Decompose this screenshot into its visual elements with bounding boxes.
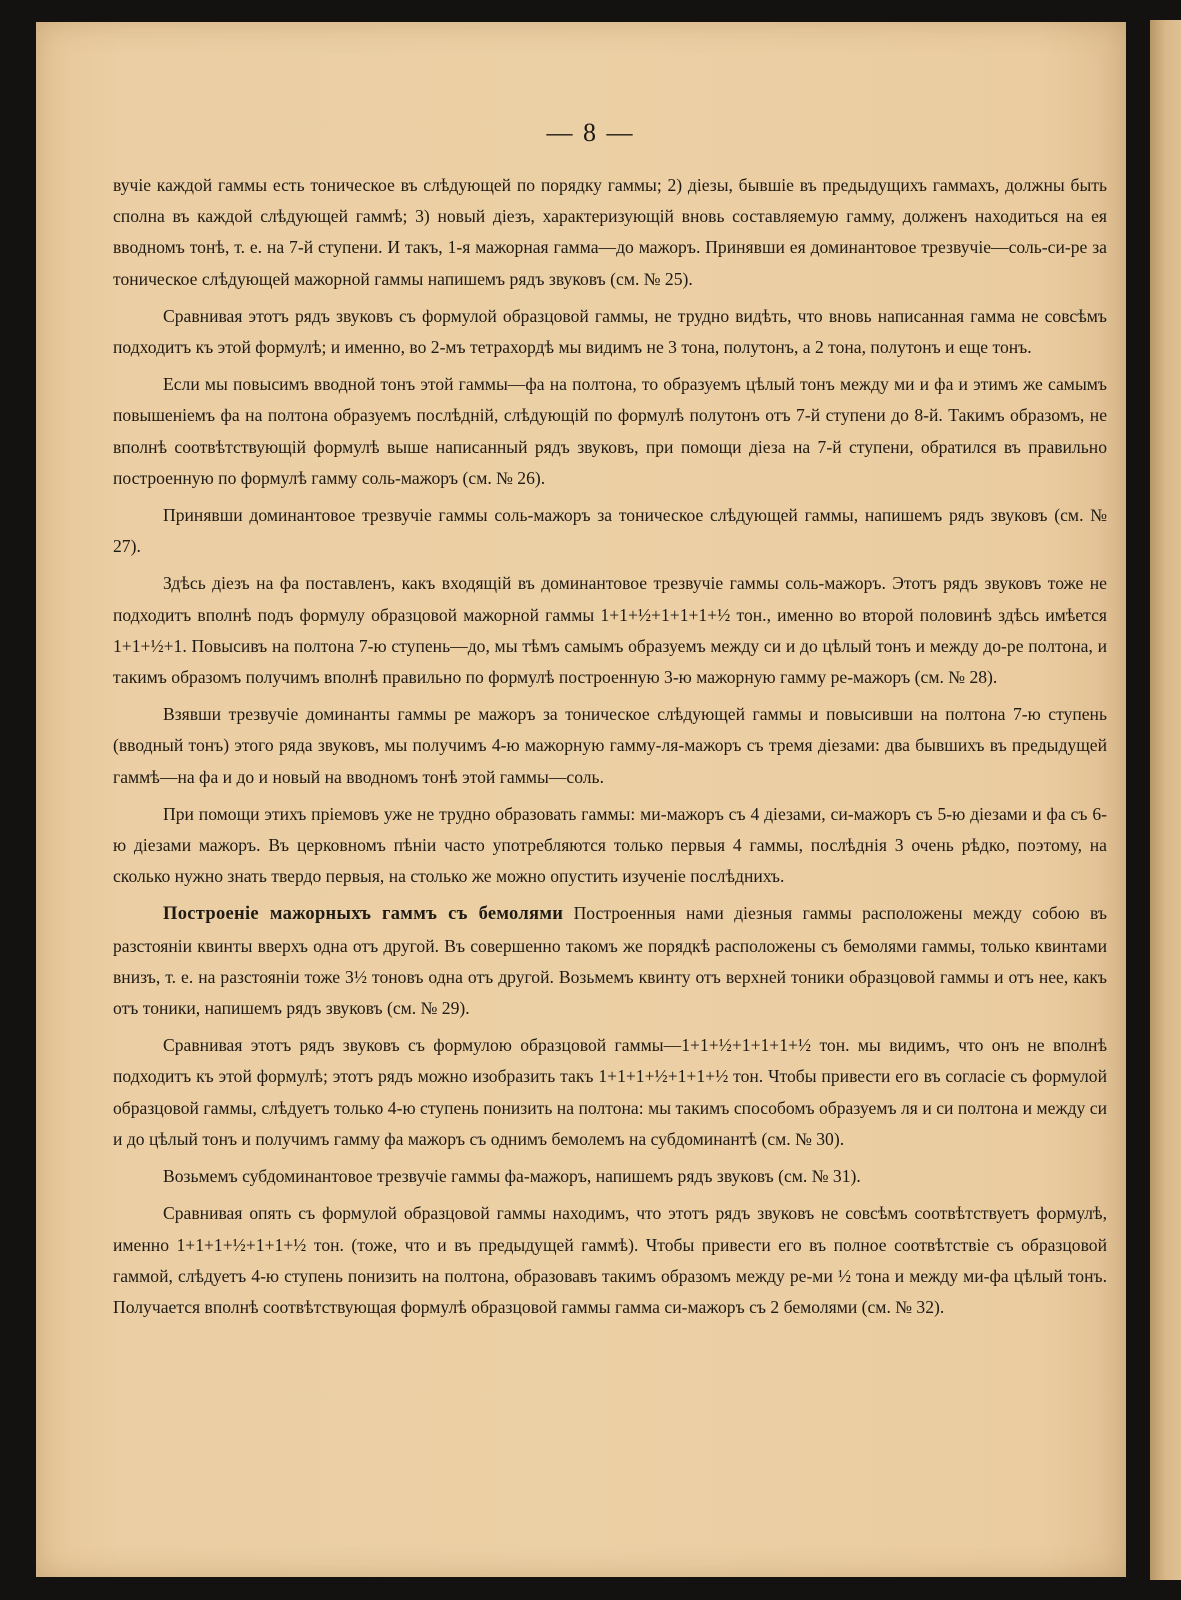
paragraph-5: Здѣсь діезъ на фа поставленъ, какъ входящій въ доминантовое трезвучіе гаммы соль-мажоръ. Этотъ рядъ звуковъ тоже не подходитъ вполнѣ подъ формулу образцовой мажорной гаммы 1+1+½+1+1+1+½ тон., именно во второй половинѣ здѣсь имѣется 1+1+½+1. Повысивъ на полтона 7-ю ступень—до, мы тѣмъ самымъ образуемъ между си и до цѣлый тонъ и между до-ре полтона, и такимъ образомъ получимъ вполнѣ правильно по формулѣ построенную 3-ю мажорную гамму ре-мажоръ (см. № 28). xyxy=(113,573,1107,688)
adjacent-page-edge xyxy=(1150,20,1181,1580)
paragraph-6: Взявши трезвучіе доминанты гаммы ре мажоръ за тоническое слѣдующей гаммы и повысивши на полтона 7-ю ступень (вводный тонъ) этого ряда звуковъ, мы получимъ 4-ю мажорную гамму-ля-мажоръ съ тремя діезами: два бывшихъ въ предыдущей гаммѣ—на фа и до и новый на вводномъ тонѣ этой гаммы—соль. xyxy=(113,704,1107,787)
paragraph-2: Сравнивая этотъ рядъ звуковъ съ формулой образцовой гаммы, не трудно видѣть, что вновь написанная гамма не совсѣмъ подходитъ къ этой формулѣ; и именно, во 2-мъ тетрахордѣ мы видимъ не 3 тона, полутонъ, а 2 тона, полутонъ и еще тонъ. xyxy=(113,305,1107,358)
section-heading: Построеніе мажорныхъ гаммъ съ бемолями xyxy=(163,904,564,925)
paragraph-4: Принявши доминантовое трезвучіе гаммы соль-мажоръ за тоническое слѣдующей гаммы, напишемъ рядъ звуковъ (см. № 27). xyxy=(113,505,1107,557)
page-body xyxy=(113,170,1107,1329)
section-heading-text: Построенныя нами діезныя гаммы расположены между собою въ разстояніи квинты вверхъ одна отъ другой. Въ совершенно такомъ же порядкѣ расположены съ бемолями гаммы, только квинтами внизъ, т. е. на разстояніи тоже 3½ тоновъ одна отъ другой. Возьмемъ квинту отъ верхней тоники образцовой гаммы и отъ нее, какъ отъ тоники, напишемъ рядъ звуковъ (см. № 29). xyxy=(113,903,1108,1019)
paragraph-11: Сравнивая опять съ формулой образцовой гаммы находимъ, что этотъ рядъ звуковъ не совсѣмъ соотвѣтствуетъ формулѣ, именно 1+1+1+½+1+1+½ тон. (тоже, что и въ предыдущей гаммѣ). Чтобы привести его въ полное соотвѣтствіе съ образцовой гаммой, слѣдуетъ 4-ю ступень понизить на полтона, образовавъ такимъ образомъ между ре-ми ½ тона и между ми-фа цѣлый тонъ. Получается вполнѣ соотвѣтствующая формулѣ образцовой гаммы гамма си-мажоръ съ 2 бемолями (см. № 32). xyxy=(113,1203,1107,1317)
paragraph-1: вучіе каждой гаммы есть тоническое въ слѣдующей по порядку гаммы; 2) діезы, бывшіе въ предыдущихъ гаммахъ, должны быть сполна въ каждой слѣдующей гаммѣ; 3) новый діезъ, характеризующій вновь составляемую гамму, долженъ находиться на ея вводномъ тонѣ, т. е. на 7-й ступени. И такъ, 1-я мажорная гамма—до мажоръ. Принявши ея доминантовое трезвучіе—соль-си-ре за тоническое слѣдующей мажорной гаммы напишемъ рядъ звуковъ (см. № 25). xyxy=(113,175,1107,289)
section-paragraph xyxy=(113,898,1107,1024)
paragraph-9: Сравнивая этотъ рядъ звуковъ съ формулою образцовой гаммы—1+1+½+1+1+1+½ тон. мы видимъ, что онъ не вполнѣ подходитъ къ этой формулѣ; этотъ рядъ можно изобразить такъ 1+1+1+½+1+1+½ тон. Чтобы привести его въ согласіе съ формулой образцовой гаммы, слѣдуетъ только 4-ю ступень понизить на полтона: мы такимъ способомъ образуемъ ля и си полтона и между си и до цѣлый тонъ и получимъ гамму фа мажоръ съ однимъ бемолемъ на субдоминантѣ (см. № 30). xyxy=(113,1035,1107,1149)
page-number: — 8 — xyxy=(546,118,635,147)
paragraph-10: Возьмемъ субдоминантовое трезвучіе гаммы фа-мажоръ, напишемъ рядъ звуковъ (см. № 31). xyxy=(163,1166,861,1187)
paragraph-7: При помощи этихъ пріемовъ уже не трудно образовать гаммы: ми-мажоръ съ 4 діезами, си-мажоръ съ 5-ю діезами и фа съ 6-ю діезами мажоръ. Въ церковномъ пѣніи часто употребляются только первыя 4 гаммы, послѣднія 3 очень рѣдко, поэтому, на сколько нужно знать твердо первыя, на столько же можно опустить изученіе послѣднихъ. xyxy=(113,803,1107,887)
paragraph-3: Если мы повысимъ вводной тонъ этой гаммы—фа на полтона, то образуемъ цѣлый тонъ между ми и фа и этимъ же самымъ повышеніемъ фа на полтона образуемъ послѣдній, слѣдующій по формулѣ полутонъ отъ 7-й ступени до 8-й. Такимъ образомъ, не вполнѣ соотвѣтствующій формулѣ выше написанный рядъ звуковъ, при помощи діеза на 7-й ступени, обратился въ правильно построенную по формулѣ гамму соль-мажоръ (см. № 26). xyxy=(113,374,1107,488)
